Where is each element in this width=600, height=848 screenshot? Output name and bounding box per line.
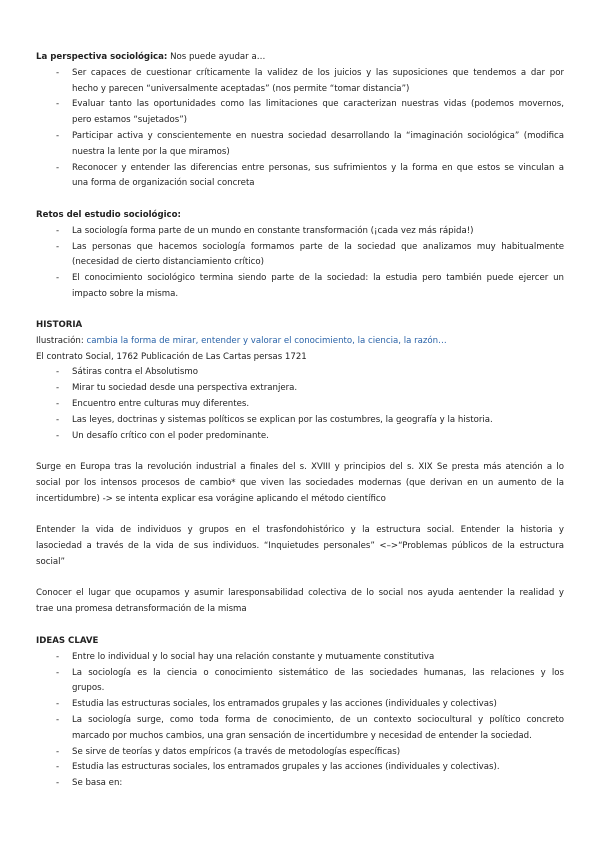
list-item-continuation: hecho y parecen “universalmente aceptadas” (nos permite “tomar distancia”) bbox=[72, 83, 410, 94]
illustration-link[interactable]: cambia la forma de mirar, entender y valorar el conocimiento, la ciencia, la razón… bbox=[86, 335, 447, 346]
section-perspectiva bbox=[36, 50, 564, 192]
list-item-continuation: grupos. bbox=[72, 683, 105, 694]
list-item-continuation: marcado por muchos cambios, una gran sensación de incertidumbre y necesidad de entender la sociedad. bbox=[72, 730, 532, 741]
list-item: - Las personas que hacemos sociología formamos parte de la sociedad que analizamos muy habitualmente bbox=[56, 241, 564, 252]
list-item-continuation: impacto sobre la misma. bbox=[72, 288, 179, 299]
list-item-continuation: nuestra la lente por la que miramos) bbox=[72, 146, 230, 157]
list-item: - La sociología surge, como toda forma de conocimiento, de un contexto sociocultural y político concreto bbox=[56, 714, 564, 725]
section-intro: Nos puede ayudar a… bbox=[167, 52, 266, 62]
list-item: - Mirar tu sociedad desde una perspectiva extranjera. bbox=[56, 383, 298, 394]
list-item: - Estudia las estructuras sociales, los entramados grupales y las acciones (individuales y colectivas). bbox=[56, 762, 500, 773]
paragraph-conocer: Conocer el lugar que ocupamos y asumir laresponsabilidad colectiva de lo social nos ayuda aentender la realidad y trae una promesa detransformación de la misma bbox=[36, 588, 564, 614]
list-item: - Encuentro entre culturas muy diferentes. bbox=[56, 398, 250, 409]
section-title: HISTORIA bbox=[36, 320, 83, 330]
list-item: - Evaluar tanto las oportunidades como las limitaciones que caracterizan nuestras vidas (podemos movernos, bbox=[56, 99, 564, 110]
contract-line: El contrato Social, 1762 Publicación de Las Cartas persas 1721 bbox=[36, 351, 307, 362]
section-ideas-clave bbox=[36, 634, 564, 792]
list-item: - Las leyes, doctrinas y sistemas políticos se explican por las costumbres, la geografía y la historia. bbox=[56, 414, 493, 425]
list-item: - La sociología es la ciencia o conocimiento sistemático de las sociedades humanas, las relaciones y los bbox=[56, 667, 564, 678]
list-item: - Se basa en: bbox=[56, 778, 123, 789]
list-item-continuation: pero estamos “sujetados”) bbox=[72, 115, 187, 126]
list-item: - Reconocer y entender las diferencias entre personas, sus sufrimientos y la forma en que estos se vinculan a bbox=[56, 162, 564, 173]
list-item-continuation: (necesidad de cierto distanciamiento crítico) bbox=[72, 257, 265, 268]
list-item: - Participar activa y conscientemente en nuestra sociedad desarrollando la “imaginación sociológica” (modifica bbox=[56, 130, 564, 141]
section-title: IDEAS CLAVE bbox=[36, 636, 99, 646]
section-title: La perspectiva sociológica: bbox=[36, 52, 168, 62]
paragraph-entender: Entender la vida de individuos y grupos en el trasfondohistórico y la estructura social. Entender la historia y lasociedad a través de la vida de sus individuos. “Inquietudes personales” <–>“Problemas públicos de la estructura social” bbox=[36, 525, 564, 567]
list-item-continuation: una forma de organización social concreta bbox=[72, 178, 255, 189]
paragraph-surge: Surge en Europa tras la revolución industrial a finales del s. XVIII y principios del s. XIX Se presta más atención a lo social por los intensos procesos de cambio* que viven las sociedades modernas (que derivan en un aumento de la incertidumbre) -> se intenta explicar esa vorágine aplicando el método científico bbox=[36, 462, 564, 504]
list-item: - Un desafío crítico con el poder predominante. bbox=[56, 430, 269, 441]
list-item: - Entre lo individual y lo social hay una relación constante y mutuamente constitutiva bbox=[56, 651, 435, 662]
list-item: - Se sirve de teorías y datos empíricos (a través de metodologías específicas) bbox=[56, 746, 401, 757]
section-historia bbox=[36, 318, 564, 444]
illustration-label: Ilustración: bbox=[36, 335, 87, 346]
section-retos bbox=[36, 208, 564, 303]
list-item: - La sociología forma parte de un mundo en constante transformación (¡cada vez más rápida!) bbox=[56, 225, 474, 236]
section-title: Retos del estudio sociológico: bbox=[36, 210, 181, 220]
list-item: - Sátiras contra el Absolutismo bbox=[56, 367, 198, 378]
list-item: - Estudia las estructuras sociales, los entramados grupales y las acciones (individuales y colectivas) bbox=[56, 699, 497, 710]
list-item: - El conocimiento sociológico termina siendo parte de la sociedad: la estudia pero también puede ejercer un bbox=[56, 273, 564, 284]
list-item: - Ser capaces de cuestionar críticamente la validez de los juicios y las suposiciones que tendemos a dar por bbox=[56, 67, 564, 78]
